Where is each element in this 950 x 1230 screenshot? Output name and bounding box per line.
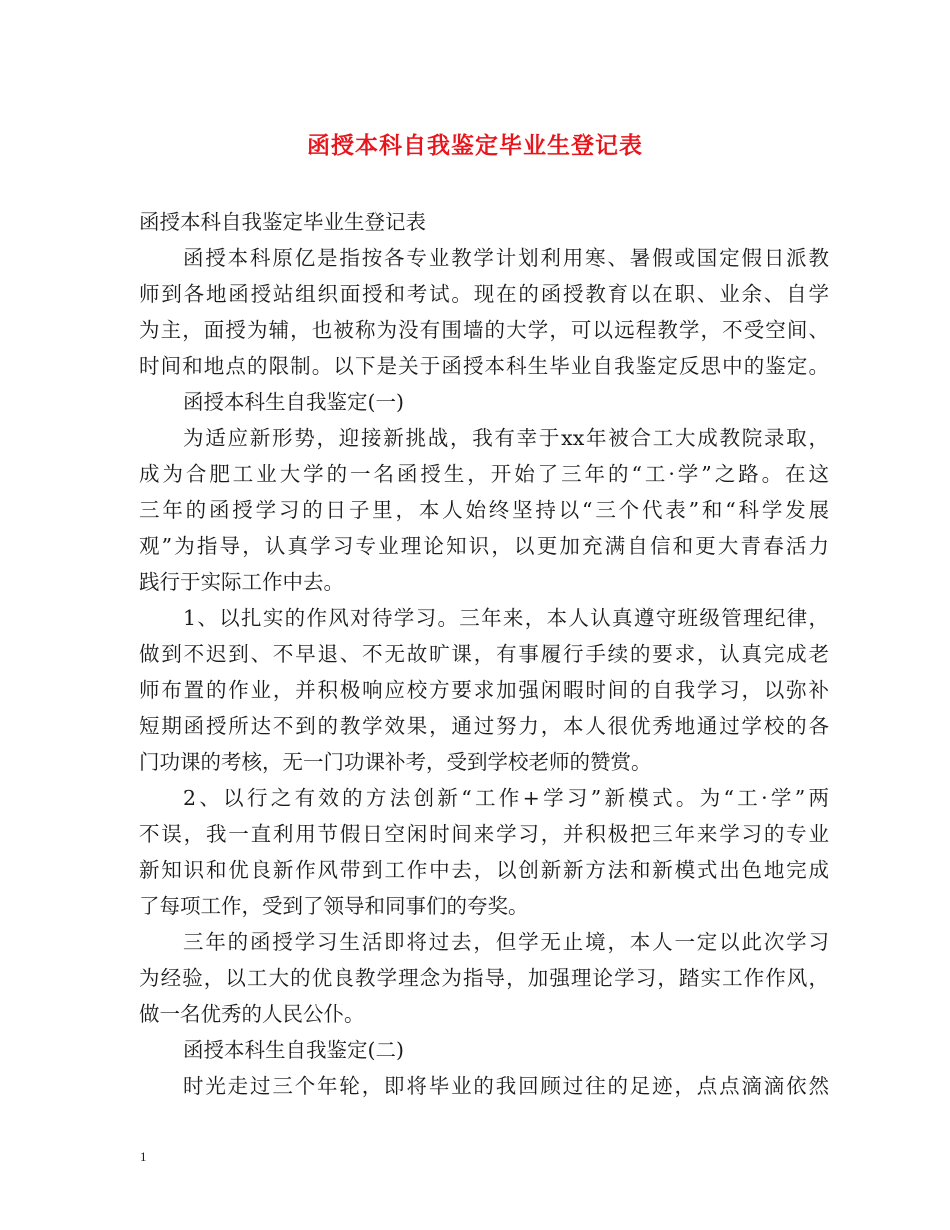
text-line: 门功课的考核，无一门功课补考，受到学校老师的赞赏。 [139, 750, 652, 774]
text-line: 做到不迟到、不早退、不无故旷课，有事履行手续的要求，认真完成老 [139, 642, 829, 666]
section-heading: 函授本科生自我鉴定(二) [183, 1038, 404, 1062]
text-line: 1、以扎实的作风对待学习。三年来，本人认真遵守班级管理纪律， [183, 606, 829, 630]
text-line: 新知识和优良新作风带到工作中去，以创新新方法和新模式出色地完成 [139, 858, 829, 882]
document-body [139, 204, 829, 1104]
text-line: 为主，面授为辅，也被称为没有围墙的大学，可以远程教学，不受空间、 [139, 318, 829, 342]
text-line: 践行于实际工作中去。 [139, 570, 344, 594]
document-title: 函授本科自我鉴定毕业生登记表 [307, 132, 643, 159]
text-line: 函授本科原亿是指按各专业教学计划利用寒、暑假或国定假日派教 [183, 246, 829, 270]
text-line: 成为合肥工业大学的一名函授生，开始了三年的“工·学”之路。在这 [139, 462, 829, 486]
text-line: 2、以行之有效的方法创新“工作+学习”新模式。为“工·学”两 [183, 786, 829, 810]
section-heading: 函授本科生自我鉴定(一) [183, 390, 404, 414]
text-line: 三年的函授学习的日子里，本人始终坚持以“三个代表”和“科学发展 [139, 498, 829, 522]
text-line: 时光走过三个年轮，即将毕业的我回顾过往的足迹，点点滴滴依然 [183, 1074, 829, 1098]
text-line: 短期函授所达不到的教学效果，通过努力，本人很优秀地通过学校的各 [139, 714, 829, 738]
text-line: 为经验，以工大的优良教学理念为指导，加强理论学习，踏实工作作风， [139, 966, 829, 990]
text-line: 不误，我一直利用节假日空闲时间来学习，并积极把三年来学习的专业 [139, 822, 829, 846]
text-line: 师到各地函授站组织面授和考试。现在的函授教育以在职、业余、自学 [139, 282, 829, 306]
text-line: 做一名优秀的人民公仆。 [139, 1002, 365, 1026]
text-line: 为适应新形势，迎接新挑战，我有幸于xx年被合工大成教院录取， [183, 426, 829, 450]
text-line: 函授本科自我鉴定毕业生登记表 [139, 210, 426, 234]
text-line: 了每项工作，受到了领导和同事们的夸奖。 [139, 894, 529, 918]
text-line: 观”为指导，认真学习专业理论知识，以更加充满自信和更大青春活力 [139, 534, 829, 558]
text-line: 师布置的作业，并积极响应校方要求加强闲暇时间的自我学习，以弥补 [139, 678, 829, 702]
text-line: 时间和地点的限制。以下是关于函授本科生毕业自我鉴定反思中的鉴定。 [139, 354, 829, 378]
text-line: 三年的函授学习生活即将过去，但学无止境，本人一定以此次学习 [183, 930, 829, 954]
page-number: 1 [140, 1149, 147, 1164]
